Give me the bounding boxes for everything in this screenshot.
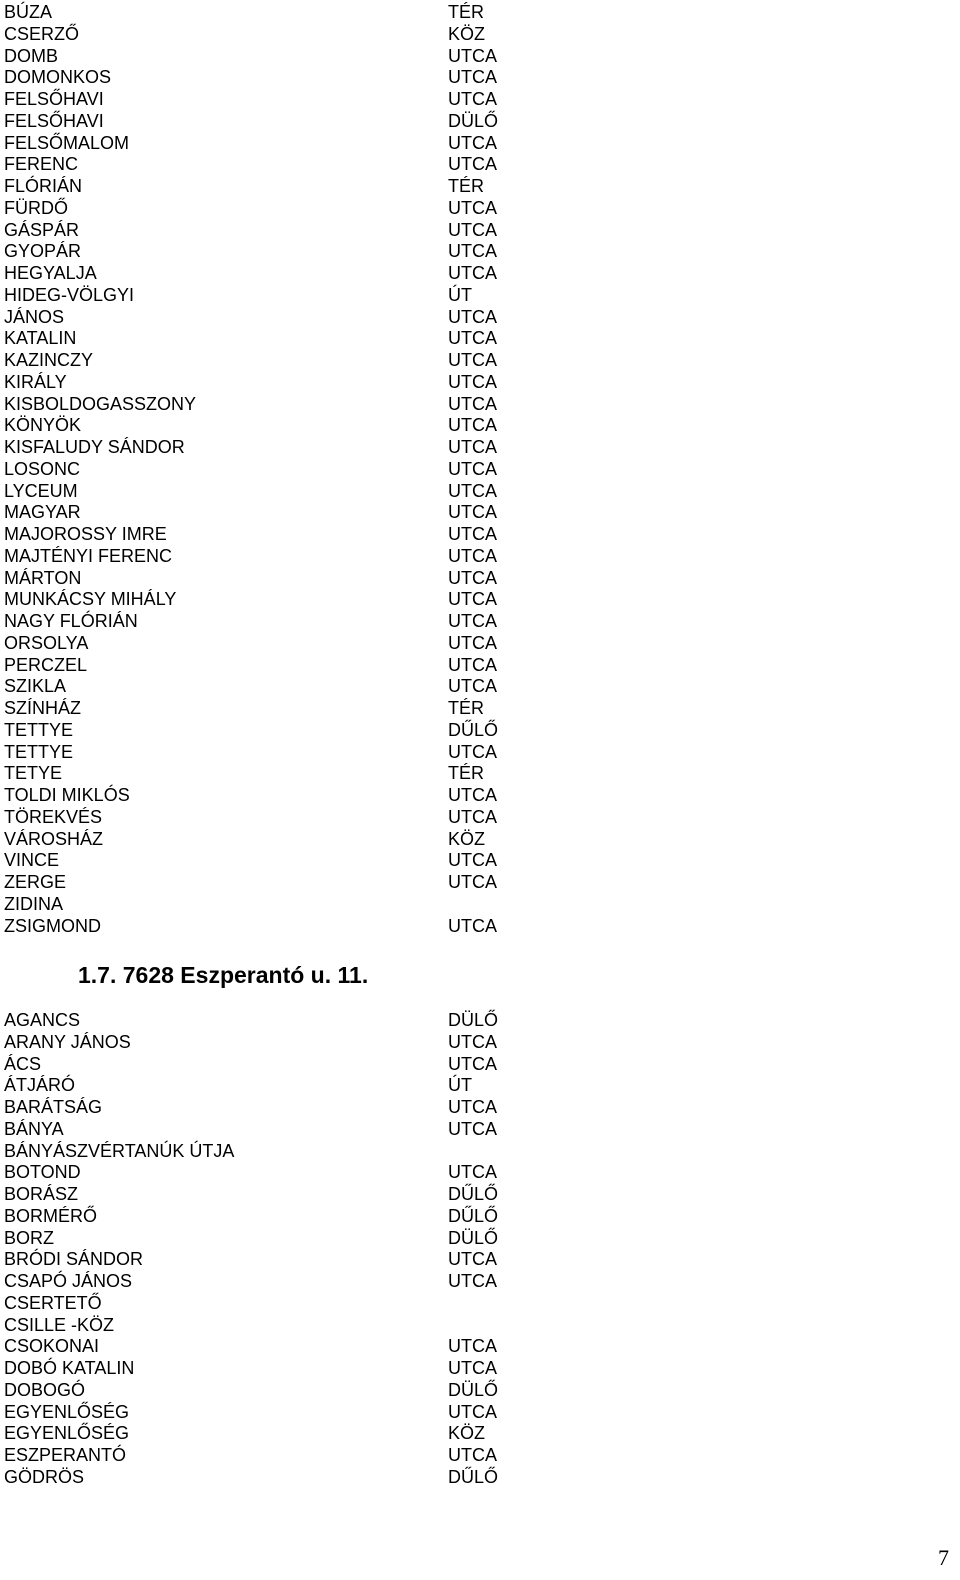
street-name: VÁROSHÁZ	[4, 828, 104, 849]
street-name: MAJOROSSY IMRE	[4, 524, 167, 544]
street-name: LYCEUM	[4, 480, 78, 501]
street-row	[0, 89, 960, 111]
street-name: FLÓRIÁN	[4, 176, 83, 196]
street-type: UTCA	[448, 132, 497, 153]
street-type: UTCA	[448, 915, 497, 936]
street-row	[0, 220, 960, 242]
street-type: TÉR	[448, 698, 484, 718]
street-type: UTCA	[448, 458, 497, 479]
street-name: HIDEG-VÖLGYI	[4, 284, 135, 305]
street-row	[0, 785, 960, 807]
street-name: NAGY FLÓRIÁN	[4, 611, 138, 631]
street-type: UTCA	[448, 219, 497, 240]
street-row	[0, 459, 960, 481]
street-name: DOBÓ KATALIN	[4, 1358, 135, 1378]
street-row	[0, 568, 960, 590]
street-type: UTCA	[448, 502, 497, 523]
street-type: UTCA	[448, 1271, 497, 1291]
street-type: UTCA	[448, 545, 497, 566]
street-name: BRÓDI SÁNDOR	[4, 1249, 144, 1270]
street-row	[0, 1271, 960, 1293]
street-row	[0, 872, 960, 894]
street-name: ORSOLYA	[4, 632, 89, 653]
street-name: KÖNYÖK	[4, 415, 82, 436]
street-type: UTCA	[448, 45, 497, 66]
street-name: LOSONC	[4, 458, 81, 479]
street-name: AGANCS	[4, 1010, 81, 1030]
street-row	[0, 198, 960, 220]
street-name: TÖREKVÉS	[4, 806, 103, 827]
street-type: TÉR	[448, 2, 484, 22]
street-row	[0, 1162, 960, 1184]
street-name: KISFALUDY SÁNDOR	[4, 437, 185, 457]
street-type: UTCA	[448, 632, 497, 653]
street-type: UTCA	[448, 676, 497, 697]
street-type: UTCA	[448, 785, 497, 805]
street-row	[0, 1315, 960, 1337]
street-name: ÁTJÁRÓ	[4, 1075, 76, 1096]
street-type: UTCA	[448, 415, 497, 436]
street-row	[0, 154, 960, 176]
street-row	[0, 916, 960, 938]
street-type: UTCA	[448, 1031, 497, 1052]
street-name: BÁNYA	[4, 1118, 64, 1139]
street-row	[0, 24, 960, 46]
street-type: UTCA	[448, 241, 497, 262]
street-type: UTCA	[448, 393, 497, 414]
street-row	[0, 437, 960, 459]
street-row	[0, 1249, 960, 1271]
street-type: UTCA	[448, 872, 497, 892]
street-row	[0, 524, 960, 546]
street-type: UTCA	[448, 154, 497, 175]
street-name: PERCZEL	[4, 654, 88, 675]
street-row	[0, 67, 960, 89]
street-type: UTCA	[448, 67, 497, 88]
street-row	[0, 176, 960, 198]
street-type: DŰLŐ	[448, 1466, 499, 1487]
street-type: UTCA	[448, 306, 497, 327]
street-row	[0, 1467, 960, 1489]
street-name: BARÁTSÁG	[4, 1097, 103, 1117]
street-row	[0, 850, 960, 872]
street-row	[0, 1228, 960, 1250]
street-name: ZSIGMOND	[4, 915, 101, 936]
street-name: JÁNOS	[4, 306, 65, 327]
street-row	[0, 1336, 960, 1358]
street-name: CSERTETŐ	[4, 1292, 102, 1313]
street-row	[0, 415, 960, 437]
street-row	[0, 263, 960, 285]
street-type: DŰLŐ	[448, 719, 499, 740]
street-name: EGYENLŐSÉG	[4, 1423, 130, 1444]
street-name: ÁCS	[4, 1053, 42, 1074]
street-row	[0, 241, 960, 263]
street-name: FELSŐHAVI	[4, 89, 104, 109]
street-type: UTCA	[448, 567, 497, 588]
street-type: UTCA	[448, 1249, 497, 1270]
street-row	[0, 655, 960, 677]
street-row	[0, 676, 960, 698]
street-row	[0, 307, 960, 329]
street-name: MÁRTON	[4, 567, 82, 588]
street-name: SZIKLA	[4, 676, 67, 697]
street-type: DÜLŐ	[448, 1379, 499, 1400]
street-row	[0, 328, 960, 350]
street-name: GÁSPÁR	[4, 219, 80, 240]
street-row	[0, 1402, 960, 1424]
street-type: KÖZ	[448, 828, 486, 849]
street-type: TÉR	[448, 763, 484, 784]
street-type: UTCA	[448, 89, 497, 109]
street-row	[0, 720, 960, 742]
street-list-lower	[0, 1010, 960, 1489]
street-type: ÚT	[448, 284, 472, 305]
street-row	[0, 285, 960, 307]
street-name: ARANY JÁNOS	[4, 1031, 131, 1052]
street-type: UTCA	[448, 263, 497, 283]
street-row	[0, 1445, 960, 1467]
street-name: EGYENLŐSÉG	[4, 1401, 130, 1422]
street-row	[0, 807, 960, 829]
street-type: DÜLŐ	[448, 1227, 499, 1248]
street-type: UTCA	[448, 1097, 497, 1117]
street-row	[0, 1293, 960, 1315]
street-type: UTCA	[448, 437, 497, 457]
street-name: ZIDINA	[4, 893, 64, 914]
street-name: DOMB	[4, 45, 58, 66]
street-name: BORZ	[4, 1227, 55, 1248]
street-row	[0, 1206, 960, 1228]
street-row	[0, 546, 960, 568]
street-name: ESZPERANTÓ	[4, 1445, 127, 1465]
street-name: FÜRDŐ	[4, 197, 68, 218]
street-type: DŰLŐ	[448, 1184, 499, 1204]
street-type: UTCA	[448, 371, 497, 392]
street-name: BÚZA	[4, 2, 53, 22]
street-name: BOTOND	[4, 1162, 81, 1183]
street-name: GYOPÁR	[4, 241, 82, 262]
street-row	[0, 1184, 960, 1206]
street-type: UTCA	[448, 741, 497, 762]
street-name: FELSŐHAVI	[4, 110, 104, 131]
street-name: GÖDRÖS	[4, 1466, 85, 1487]
street-type: UTCA	[448, 1336, 497, 1357]
street-name: VINCE	[4, 850, 60, 871]
street-list-upper	[0, 2, 960, 937]
street-row	[0, 111, 960, 133]
street-row	[0, 46, 960, 68]
street-row	[0, 1423, 960, 1445]
street-type: UTCA	[448, 850, 497, 871]
street-type: TÉR	[448, 176, 484, 196]
street-name: CSAPÓ JÁNOS	[4, 1271, 133, 1291]
street-type: UTCA	[448, 1118, 497, 1139]
street-name: KISBOLDOGASSZONY	[4, 393, 197, 414]
street-name: DOMONKOS	[4, 67, 112, 88]
street-row	[0, 1141, 960, 1163]
street-row	[0, 1010, 960, 1032]
street-row	[0, 1054, 960, 1076]
street-row	[0, 589, 960, 611]
section-heading: 1.7. 7628 Eszperantó u. 11.	[78, 962, 369, 988]
street-row	[0, 894, 960, 916]
street-type: UTCA	[448, 611, 497, 631]
street-name: SZÍNHÁZ	[4, 698, 82, 718]
street-type: KÖZ	[448, 23, 486, 44]
page-number: 7	[938, 1545, 949, 1570]
street-type: UTCA	[448, 1401, 497, 1422]
street-row	[0, 611, 960, 633]
street-type: UTCA	[448, 197, 497, 218]
street-row	[0, 742, 960, 764]
street-row	[0, 829, 960, 851]
street-type: UTCA	[448, 1053, 497, 1074]
street-type: KÖZ	[448, 1423, 486, 1444]
street-name: BORMÉRŐ	[4, 1205, 98, 1226]
street-name: ZERGE	[4, 872, 67, 892]
street-name: TETTYE	[4, 741, 74, 762]
street-type: UTCA	[448, 480, 497, 501]
street-name: KAZINCZY	[4, 350, 94, 370]
street-row	[0, 350, 960, 372]
street-row	[0, 133, 960, 155]
street-name: HEGYALJA	[4, 263, 97, 283]
street-name: MUNKÁCSY MIHÁLY	[4, 589, 177, 610]
street-name: MAGYAR	[4, 502, 81, 523]
street-name: CSILLE -KÖZ	[4, 1314, 115, 1335]
street-row	[0, 1075, 960, 1097]
street-row	[0, 372, 960, 394]
street-type: ÚT	[448, 1075, 472, 1096]
street-name: CSERZŐ	[4, 23, 80, 44]
street-row	[0, 481, 960, 503]
street-row	[0, 633, 960, 655]
street-type: UTCA	[448, 1162, 497, 1183]
street-name: FELSŐMALOM	[4, 132, 130, 153]
street-type: UTCA	[448, 1445, 497, 1465]
street-row	[0, 2, 960, 24]
street-name: TETTYE	[4, 719, 74, 740]
street-name: FERENC	[4, 154, 79, 175]
street-type: UTCA	[448, 654, 497, 675]
street-row	[0, 1032, 960, 1054]
street-type: UTCA	[448, 589, 497, 610]
street-name: CSOKONAI	[4, 1336, 100, 1357]
street-type: UTCA	[448, 806, 497, 827]
street-row	[0, 1119, 960, 1141]
street-type: DÜLŐ	[448, 1010, 499, 1030]
street-name: MAJTÉNYI FERENC	[4, 545, 173, 566]
street-type: UTCA	[448, 328, 497, 349]
street-row	[0, 394, 960, 416]
street-row	[0, 763, 960, 785]
street-name: KIRÁLY	[4, 371, 67, 392]
street-name: BORÁSZ	[4, 1184, 79, 1204]
street-row	[0, 1097, 960, 1119]
street-name: TOLDI MIKLÓS	[4, 785, 130, 805]
street-type: DÜLŐ	[448, 110, 499, 131]
street-type: DŰLŐ	[448, 1205, 499, 1226]
street-row	[0, 1380, 960, 1402]
street-name: TETYE	[4, 763, 63, 784]
street-row	[0, 698, 960, 720]
street-name: BÁNYÁSZVÉRTANÚK ÚTJA	[4, 1140, 235, 1161]
street-name: KATALIN	[4, 328, 77, 349]
street-type: UTCA	[448, 350, 497, 370]
street-type: UTCA	[448, 1358, 497, 1378]
street-type: UTCA	[448, 524, 497, 544]
street-row	[0, 1358, 960, 1380]
street-name: DOBOGÓ	[4, 1379, 86, 1400]
street-row	[0, 502, 960, 524]
